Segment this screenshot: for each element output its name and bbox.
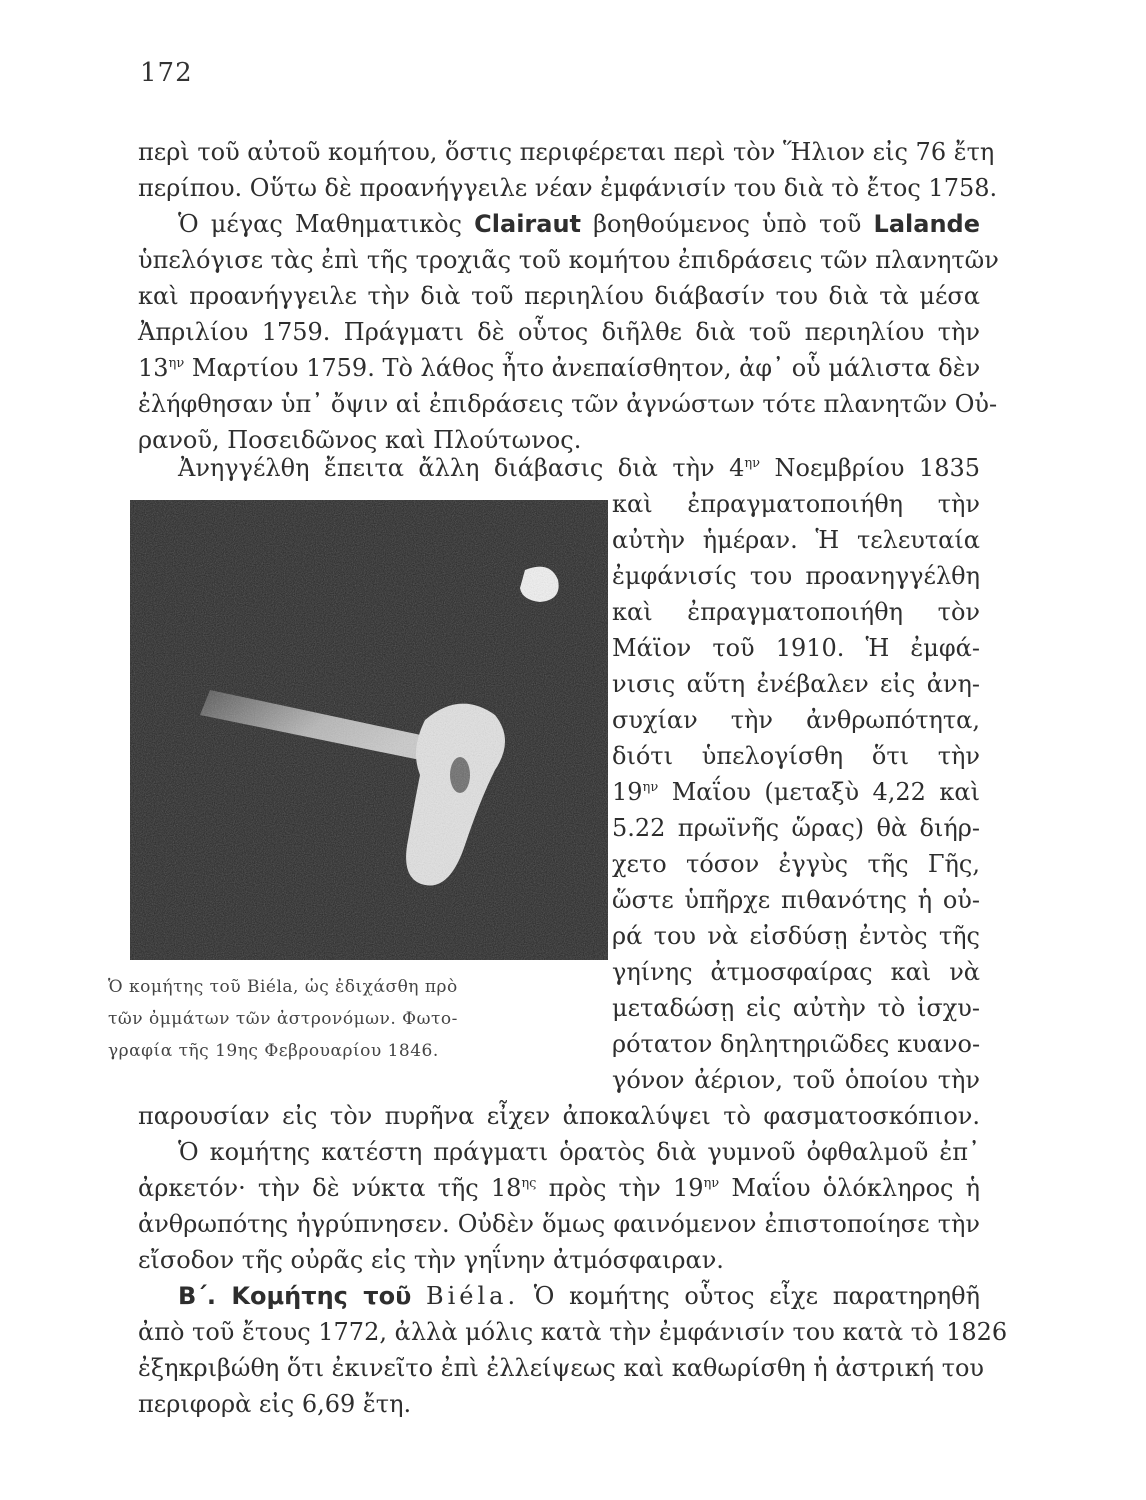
text-line: διότι ὑπελογίσθη ὅτι τὴν bbox=[612, 742, 980, 770]
text-line: καὶ προανήγγειλε τὴν διὰ τοῦ περιηλίου διάβασίν του διὰ τὰ μέσα bbox=[138, 282, 980, 310]
superscript: ην bbox=[642, 780, 659, 795]
text-line bbox=[138, 350, 980, 386]
name-lalande: Lalande bbox=[873, 210, 980, 238]
comet-photo bbox=[130, 500, 608, 960]
text-line: συχίαν τὴν ἀνθρωπότητα, bbox=[612, 706, 980, 734]
text-line: μεταδώσῃ εἰς αὐτὴν τὸ ἰσχυ- bbox=[612, 994, 980, 1022]
text-fragment: Νοεμβρίου 1835 bbox=[760, 454, 981, 482]
text-line: Ἀπριλίου 1759. Πράγματι δὲ οὗτος διῆλθε διὰ τοῦ περιηλίου τὴν bbox=[138, 318, 980, 346]
name-clairaut: Clairaut bbox=[474, 210, 582, 238]
text-line: περίπου. Οὕτω δὲ προανήγγειλε νέαν ἐμφάνισίν του διὰ τὸ ἔτος 1758. bbox=[138, 174, 998, 202]
superscript: ην bbox=[744, 456, 761, 471]
text-line: περὶ τοῦ αὐτοῦ κομήτου, ὅστις περιφέρεται περὶ τὸν Ἥλιον εἰς 76 ἔτη bbox=[138, 138, 995, 166]
text-line: ἐλήφθησαν ὑπ᾽ ὄψιν αἱ ἐπιδράσεις τῶν ἀγνώστων τότε πλανητῶν Οὐ- bbox=[138, 390, 998, 418]
text-line: εἴσοδον τῆς οὐρᾶς εἰς τὴν γηΐνην ἀτμόσφαιραν. bbox=[138, 1246, 724, 1274]
text-fragment: 19 bbox=[612, 778, 643, 806]
text-line: ρανοῦ, Ποσειδῶνος καὶ Πλούτωνος. bbox=[138, 426, 582, 454]
text-line: ἐμφάνισίς του προανηγγέλθη bbox=[612, 562, 980, 590]
text-line: ἀνθρωπότης ἠγρύπνησεν. Οὐδὲν ὅμως φαινόμενον ἐπιστοποίησε τὴν bbox=[138, 1210, 980, 1238]
text-fragment: βοηθούμενος ὑπὸ τοῦ bbox=[581, 210, 874, 238]
figure-caption-line: γραφία τῆς 19ης Φεβρουαρίου 1846. bbox=[108, 1041, 439, 1061]
text-fragment: ἀρκετόν· τὴν δὲ νύκτα τῆς 18 bbox=[138, 1174, 522, 1202]
text-line: γηίνης ἀτμοσφαίρας καὶ νὰ bbox=[612, 958, 980, 986]
text-fragment: Μαΐου ὁλόκληρος ἡ bbox=[719, 1174, 980, 1202]
text-line: χετο τόσον ἐγγὺς τῆς Γῆς, bbox=[612, 850, 980, 878]
text-line: περιφορὰ εἰς 6,69 ἔτη. bbox=[138, 1390, 412, 1418]
superscript: ης bbox=[521, 1176, 537, 1191]
text-fragment: Μαρτίου 1759. Τὸ λάθος ἦτο ἀνεπαίσθητον, ἀφ᾽ οὗ μάλιστα δὲν bbox=[184, 354, 981, 382]
text-line: αὐτὴν ἡμέραν. Ἡ τελευταία bbox=[612, 526, 980, 554]
text-fragment: Ὁ κομήτης οὗτος εἶχε παρατηρηθῆ bbox=[519, 1282, 980, 1310]
text-line: Μάϊον τοῦ 1910. Ἡ ἐμφά- bbox=[612, 634, 980, 662]
text-line bbox=[138, 1170, 980, 1206]
text-line: γόνον ἀέριον, τοῦ ὁποίου τὴν bbox=[612, 1066, 980, 1094]
text-line: ἀπὸ τοῦ ἔτους 1772, ἀλλὰ μόλις κατὰ τὴν ἐμφάνισίν του κατὰ τὸ 1826 bbox=[138, 1318, 1008, 1346]
section-heading: Β΄. Κομήτης τοῦ bbox=[178, 1282, 412, 1310]
figure-caption-line: τῶν ὀμμάτων τῶν ἀστρονόμων. Φωτο- bbox=[108, 1009, 458, 1029]
text-fragment: Ὁ μέγας Μαθηματικὸς bbox=[178, 210, 475, 238]
figure-caption-line: Ὁ κομήτης τοῦ Biéla, ὡς ἐδιχάσθη πρὸ bbox=[108, 977, 458, 997]
text-line bbox=[178, 206, 980, 242]
text-line: ρότατον δηλητηριῶδες κυανο- bbox=[612, 1030, 981, 1058]
text-fragment: Μαΐου (μεταξὺ 4,22 καὶ bbox=[658, 778, 980, 806]
text-line: νισις αὕτη ἐνέβαλεν εἰς ἀνη- bbox=[612, 670, 980, 698]
text-line: ρά του νὰ εἰσδύσῃ ἐντὸς τῆς bbox=[612, 922, 980, 950]
text-fragment: πρὸς τὴν 19 bbox=[536, 1174, 704, 1202]
text-line: ὥστε ὑπῆρχε πιθανότης ἡ οὐ- bbox=[612, 886, 980, 914]
text-line: 5.22 πρωϊνῆς ὥρας) θὰ διήρ- bbox=[612, 814, 980, 842]
text-line: ὑπελόγισε τὰς ἐπὶ τῆς τροχιᾶς τοῦ κομήτου ἐπιδράσεις τῶν πλανητῶν bbox=[138, 246, 999, 274]
text-line: καὶ ἐπραγματοποιήθη τὸν bbox=[612, 598, 980, 626]
superscript: ην bbox=[168, 356, 185, 371]
text-line: καὶ ἐπραγματοποιήθη τὴν bbox=[612, 490, 980, 518]
text-line bbox=[178, 450, 980, 486]
text-line: ἐξηκριβώθη ὅτι ἐκινεῖτο ἐπὶ ἐλλείψεως καὶ καθωρίσθη ἡ ἀστρική του bbox=[138, 1354, 985, 1382]
text-line: Ὁ κομήτης κατέστη πράγματι ὁρατὸς διὰ γυμνοῦ ὀφθαλμοῦ ἐπ᾽ bbox=[178, 1138, 980, 1166]
superscript: ην bbox=[703, 1176, 720, 1191]
text-line bbox=[612, 774, 980, 810]
name-biela: Biéla. bbox=[425, 1282, 520, 1310]
text-fragment: 13 bbox=[138, 354, 169, 382]
text-fragment: Ἀνηγγέλθη ἔπειτα ἄλλη διάβασις διὰ τὴν 4 bbox=[178, 454, 745, 482]
text-line: παρουσίαν εἰς τὸν πυρῆνα εἶχεν ἀποκαλύψει τὸ φασματοσκόπιον. bbox=[138, 1102, 980, 1130]
page-number: 172 bbox=[140, 58, 193, 88]
text-line bbox=[178, 1278, 980, 1314]
